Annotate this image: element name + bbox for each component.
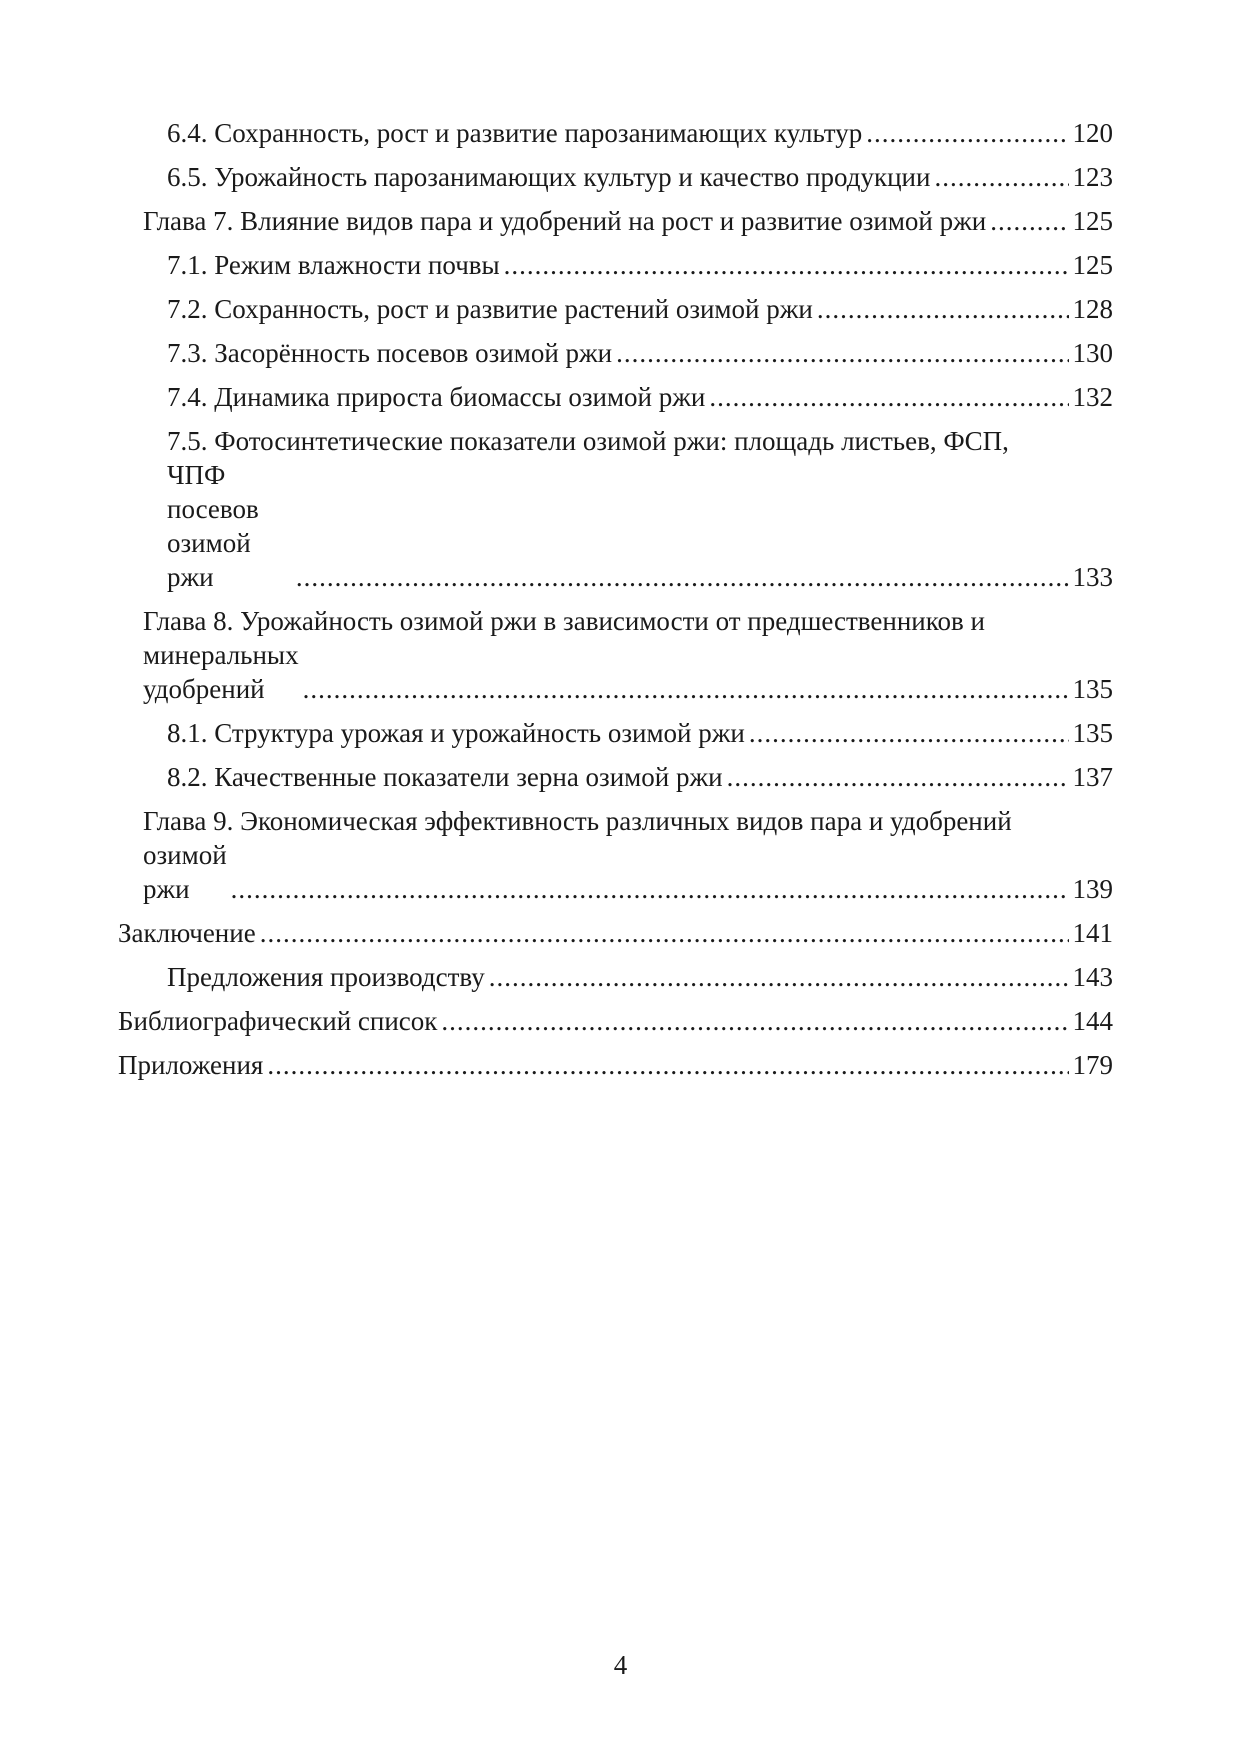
toc-entry-title-line-1: Глава 9. Экономическая эффективность различных видов пара и удобрений <box>143 806 1012 836</box>
dot-leader <box>441 1004 1068 1038</box>
toc-entry-title: 7.3. Засорённость посевов озимой ржи <box>167 338 613 368</box>
toc-entry-7-5[interactable] <box>0 424 1241 594</box>
dot-leader <box>267 1048 1068 1082</box>
dot-leader <box>489 960 1069 994</box>
toc-entry-page: 123 <box>1072 162 1113 192</box>
toc-entry-conclusion[interactable] <box>0 916 1241 950</box>
dot-leader <box>616 336 1068 370</box>
toc-entry-page: 141 <box>1072 918 1113 948</box>
toc-entry-title-line-2: озимой ржи <box>143 840 227 904</box>
dot-leader <box>990 204 1068 238</box>
toc-entry-7-3[interactable] <box>0 336 1241 370</box>
toc-entry-chapter-8[interactable] <box>0 604 1241 706</box>
toc-entry-page: 120 <box>1072 118 1113 148</box>
toc-entry-title: Предложения производству <box>167 962 485 992</box>
toc-entry-title: 8.1. Структура урожая и урожайность озимой ржи <box>167 718 745 748</box>
toc-entry-page: 137 <box>1072 762 1113 792</box>
toc-entry-chapter-7[interactable] <box>0 204 1241 238</box>
dot-leader <box>727 760 1069 794</box>
toc-entry-7-4[interactable] <box>0 380 1241 414</box>
dot-leader <box>709 380 1068 414</box>
toc-entry-8-2[interactable] <box>0 760 1241 794</box>
toc-entry-title: Глава 7. Влияние видов пара и удобрений на рост и развитие озимой ржи <box>143 206 987 236</box>
toc-entry-6-4[interactable] <box>0 116 1241 150</box>
toc-entry-7-2[interactable] <box>0 292 1241 326</box>
toc-entry-6-5[interactable] <box>0 160 1241 194</box>
toc-entry-page: 132 <box>1072 382 1113 412</box>
toc-entry-page: 135 <box>1072 674 1113 704</box>
toc-entry-bibliography[interactable] <box>0 1004 1241 1038</box>
toc-entry-chapter-9[interactable] <box>0 804 1241 906</box>
toc-entry-proposals[interactable] <box>0 960 1241 994</box>
dot-leader <box>934 160 1068 194</box>
toc-entry-page: 125 <box>1072 206 1113 236</box>
table-of-contents <box>0 116 1241 1092</box>
toc-entry-title: Библиографический список <box>118 1006 438 1036</box>
toc-entry-8-1[interactable] <box>0 716 1241 750</box>
toc-entry-title-line-2: ЧПФ посевов озимой ржи <box>167 460 259 592</box>
toc-entry-page: 125 <box>1072 250 1113 280</box>
toc-entry-page: 139 <box>1072 874 1113 904</box>
toc-entry-page: 130 <box>1072 338 1113 368</box>
toc-entry-title-line-1: 7.5. Фотосинтетические показатели озимой ржи: площадь листьев, ФСП, <box>167 426 1009 456</box>
toc-entry-page: 144 <box>1072 1006 1113 1036</box>
toc-entry-title: 7.2. Сохранность, рост и развитие растений озимой ржи <box>167 294 813 324</box>
toc-entry-page: 143 <box>1072 962 1113 992</box>
toc-entry-title: 6.4. Сохранность, рост и развитие парозанимающих культур <box>167 118 863 148</box>
dot-leader <box>749 716 1069 750</box>
toc-entry-title: Приложения <box>118 1050 264 1080</box>
toc-entry-title: 7.4. Динамика прироста биомассы озимой ржи <box>167 382 706 412</box>
toc-entry-title-line-1: Глава 8. Урожайность озимой ржи в зависимости от предшественников и <box>143 606 985 636</box>
dot-leader <box>866 116 1068 150</box>
toc-entry-page: 128 <box>1072 294 1113 324</box>
toc-entry-title: 8.2. Качественные показатели зерна озимой ржи <box>167 762 723 792</box>
dot-leader <box>260 916 1069 950</box>
toc-entry-title: 6.5. Урожайность парозанимающих культур и качество продукции <box>167 162 931 192</box>
toc-entry-title-line-2: минеральных удобрений <box>143 640 299 704</box>
toc-entry-7-1[interactable] <box>0 248 1241 282</box>
dot-leader <box>296 560 1069 594</box>
toc-entry-appendices[interactable] <box>0 1048 1241 1082</box>
dot-leader <box>817 292 1069 326</box>
toc-entry-title: 7.1. Режим влажности почвы <box>167 250 500 280</box>
dot-leader <box>303 672 1069 706</box>
toc-entry-page: 179 <box>1072 1050 1113 1080</box>
toc-entry-page: 133 <box>1072 562 1113 592</box>
toc-entry-title: Заключение <box>118 918 256 948</box>
toc-entry-page: 135 <box>1072 718 1113 748</box>
page-number: 4 <box>613 1650 628 1680</box>
dot-leader <box>504 248 1069 282</box>
dot-leader <box>231 872 1069 906</box>
